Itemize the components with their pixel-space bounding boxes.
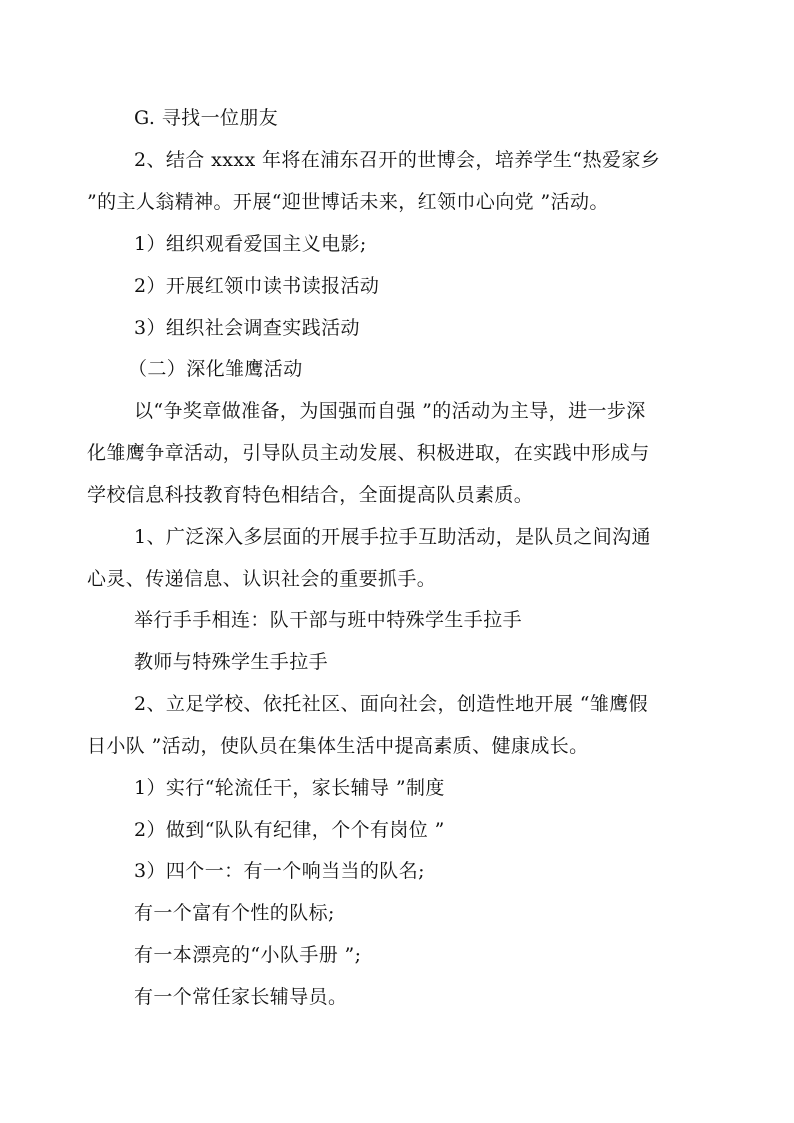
- sub-item-1-rotation-system: 1）实行“轮流任干，家长辅导 ”制度: [134, 777, 445, 799]
- sub-item-3-social-survey: 3）组织社会调查实践活动: [134, 317, 360, 339]
- paragraph-line: 化雏鹰争章活动，引导队员主动发展、积极进取，在实践中形成与: [87, 442, 650, 464]
- paragraph-line: 日小队 ”活动，使队员在集体生活中提高素质、健康成长。: [87, 735, 589, 757]
- sub-item-2-reading-activity: 2）开展红领巾读书读报活动: [134, 275, 380, 297]
- paragraph-line: ”的主人翁精神。开展“迎世博话未来，红领巾心向党 ”活动。: [87, 191, 609, 213]
- sub-item-2-discipline: 2）做到“队队有纪律，个个有岗位 ”: [134, 819, 445, 841]
- item-1-hand-in-hand: 1、广泛深入多层面的开展手拉手互助活动，是队员之间沟通: [134, 526, 651, 548]
- item-g-find-friend: G. 寻找一位朋友: [134, 107, 279, 129]
- paragraph-line: 以“争奖章做准备，为国强而自强 ”的活动为主导，进一步深: [134, 400, 646, 422]
- sub-item-1-watch-films: 1）组织观看爱国主义电影;: [134, 233, 367, 255]
- paragraph-line: 心灵、传递信息、认识社会的重要抓手。: [87, 568, 437, 590]
- sub-item-3-four-ones: 3）四个一：有一个响当当的队名;: [134, 860, 425, 882]
- item-2-holiday-team: 2、立足学校、依托社区、面向社会，创造性地开展 “雏鹰假: [134, 693, 649, 715]
- paragraph-line: 举行手手相连：队干部与班中特殊学生手拉手: [134, 609, 523, 631]
- list-item: 有一本漂亮的“小队手册 ”;: [134, 944, 362, 966]
- list-item: 有一个常任家长辅导员。: [134, 986, 348, 1008]
- section-heading: （二）深化雏鹰活动: [128, 358, 303, 380]
- list-item: 有一个富有个性的队标;: [134, 902, 335, 924]
- item-2-world-expo: 2、结合 xxxx 年将在浦东召开的世博会，培养学生“热爱家乡: [134, 149, 661, 171]
- paragraph-line: 学校信息科技教育特色相结合，全面提高队员素质。: [87, 484, 534, 506]
- paragraph-line: 教师与特殊学生手拉手: [134, 651, 329, 673]
